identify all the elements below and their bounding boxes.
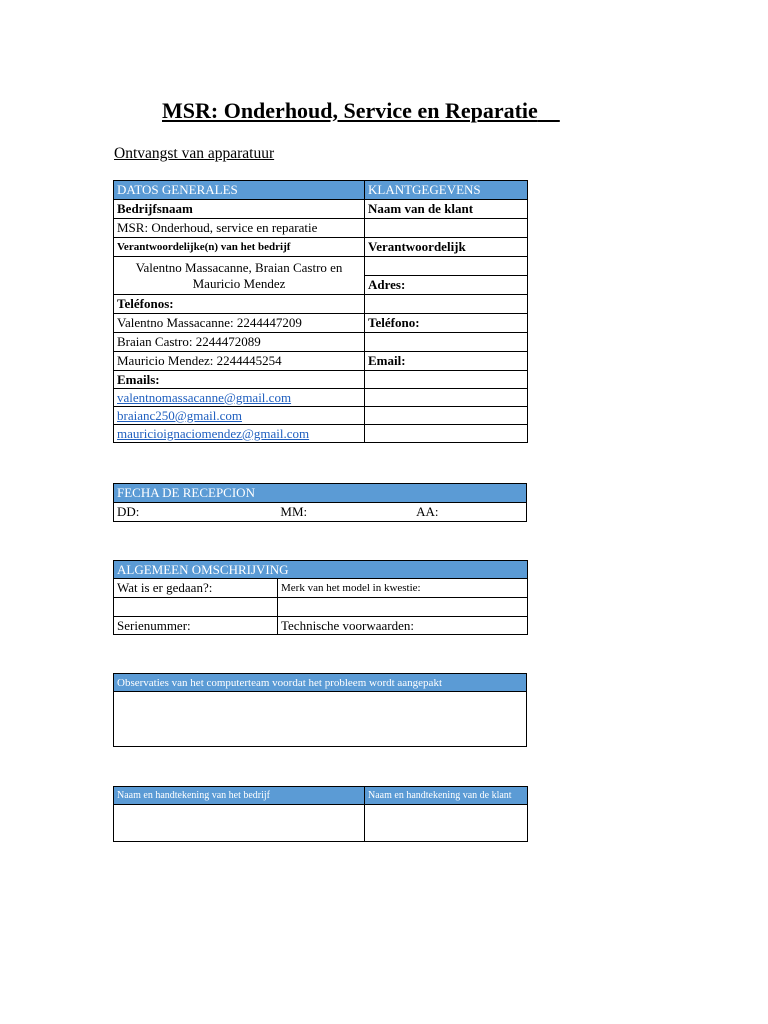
brand-model-label: Merk van het model in kwestie: xyxy=(278,579,528,598)
day-label: DD: xyxy=(117,504,140,519)
empty-cell[interactable] xyxy=(365,407,528,425)
header-company-signature: Naam en handtekening van het bedrijf xyxy=(114,787,365,805)
client-responsible-label: Verantwoordelijk xyxy=(365,238,528,257)
reception-date-row[interactable] xyxy=(114,503,527,522)
email-link[interactable]: valentnomassacanne@gmail.com xyxy=(117,389,292,405)
email-link[interactable]: braianc250@gmail.com xyxy=(117,407,242,423)
empty-cell[interactable] xyxy=(365,425,528,443)
observations-table xyxy=(113,673,527,747)
company-name-value: MSR: Onderhoud, service en reparatie xyxy=(114,219,365,238)
client-name-field[interactable] xyxy=(365,219,528,238)
phone-item: Mauricio Mendez: 2244445254 xyxy=(114,352,365,371)
company-signature-field[interactable] xyxy=(114,805,365,842)
email-link[interactable]: mauricioignaciomendez@gmail.com xyxy=(117,425,310,441)
client-responsible-field[interactable] xyxy=(365,257,528,276)
emails-label: Emails: xyxy=(114,371,365,389)
empty-cell[interactable] xyxy=(365,389,528,407)
brand-model-field[interactable] xyxy=(278,598,528,617)
email-item xyxy=(114,425,365,443)
responsible-names: Valentno Massacanne, Braian Castro en Mauricio Mendez xyxy=(114,257,365,295)
header-reception-date: FECHA DE RECEPCION xyxy=(114,484,527,503)
client-address-field[interactable] xyxy=(365,295,528,314)
page-subtitle: Ontvangst van apparatuur xyxy=(114,145,275,162)
general-data-table xyxy=(113,180,528,443)
header-general-data: DATOS GENERALES xyxy=(114,181,365,200)
responsible-label: Verantwoordelijke(n) van het bedrijf xyxy=(114,238,365,257)
month-label: MM: xyxy=(280,504,308,519)
phone-item: Braian Castro: 2244472089 xyxy=(114,333,365,352)
technical-label: Technische voorwaarden: xyxy=(278,617,528,635)
year-label: AA: xyxy=(416,504,439,519)
email-item xyxy=(114,407,365,425)
page-title: MSR: Onderhoud, Service en Reparatie xyxy=(162,98,538,123)
client-name-label: Naam van de klant xyxy=(365,200,528,219)
phones-label: Teléfonos: xyxy=(114,295,365,314)
what-done-field[interactable] xyxy=(114,598,278,617)
client-email-label: Email: xyxy=(365,352,528,371)
client-phone-label: Teléfono: xyxy=(365,314,528,333)
header-observations: Observaties van het computerteam voordat het probleem wordt aangepakt xyxy=(114,674,527,692)
company-name-label: Bedrijfsnaam xyxy=(114,200,365,219)
email-item xyxy=(114,389,365,407)
phone-item: Valentno Massacanne: 2244447209 xyxy=(114,314,365,333)
what-done-label: Wat is er gedaan?: xyxy=(114,579,278,598)
client-address-label: Adres: xyxy=(365,276,528,295)
description-table xyxy=(113,560,528,635)
reception-date-table xyxy=(113,483,527,522)
serial-label: Serienummer: xyxy=(114,617,278,635)
client-email-field[interactable] xyxy=(365,371,528,389)
header-client-signature: Naam en handtekening van de klant xyxy=(365,787,528,805)
signatures-table xyxy=(113,786,528,842)
client-signature-field[interactable] xyxy=(365,805,528,842)
header-client-data: KLANTGEGEVENS xyxy=(365,181,528,200)
client-phone-field[interactable] xyxy=(365,333,528,352)
observations-field[interactable] xyxy=(114,692,527,747)
header-description: ALGEMEEN OMSCHRIJVING xyxy=(114,561,528,579)
